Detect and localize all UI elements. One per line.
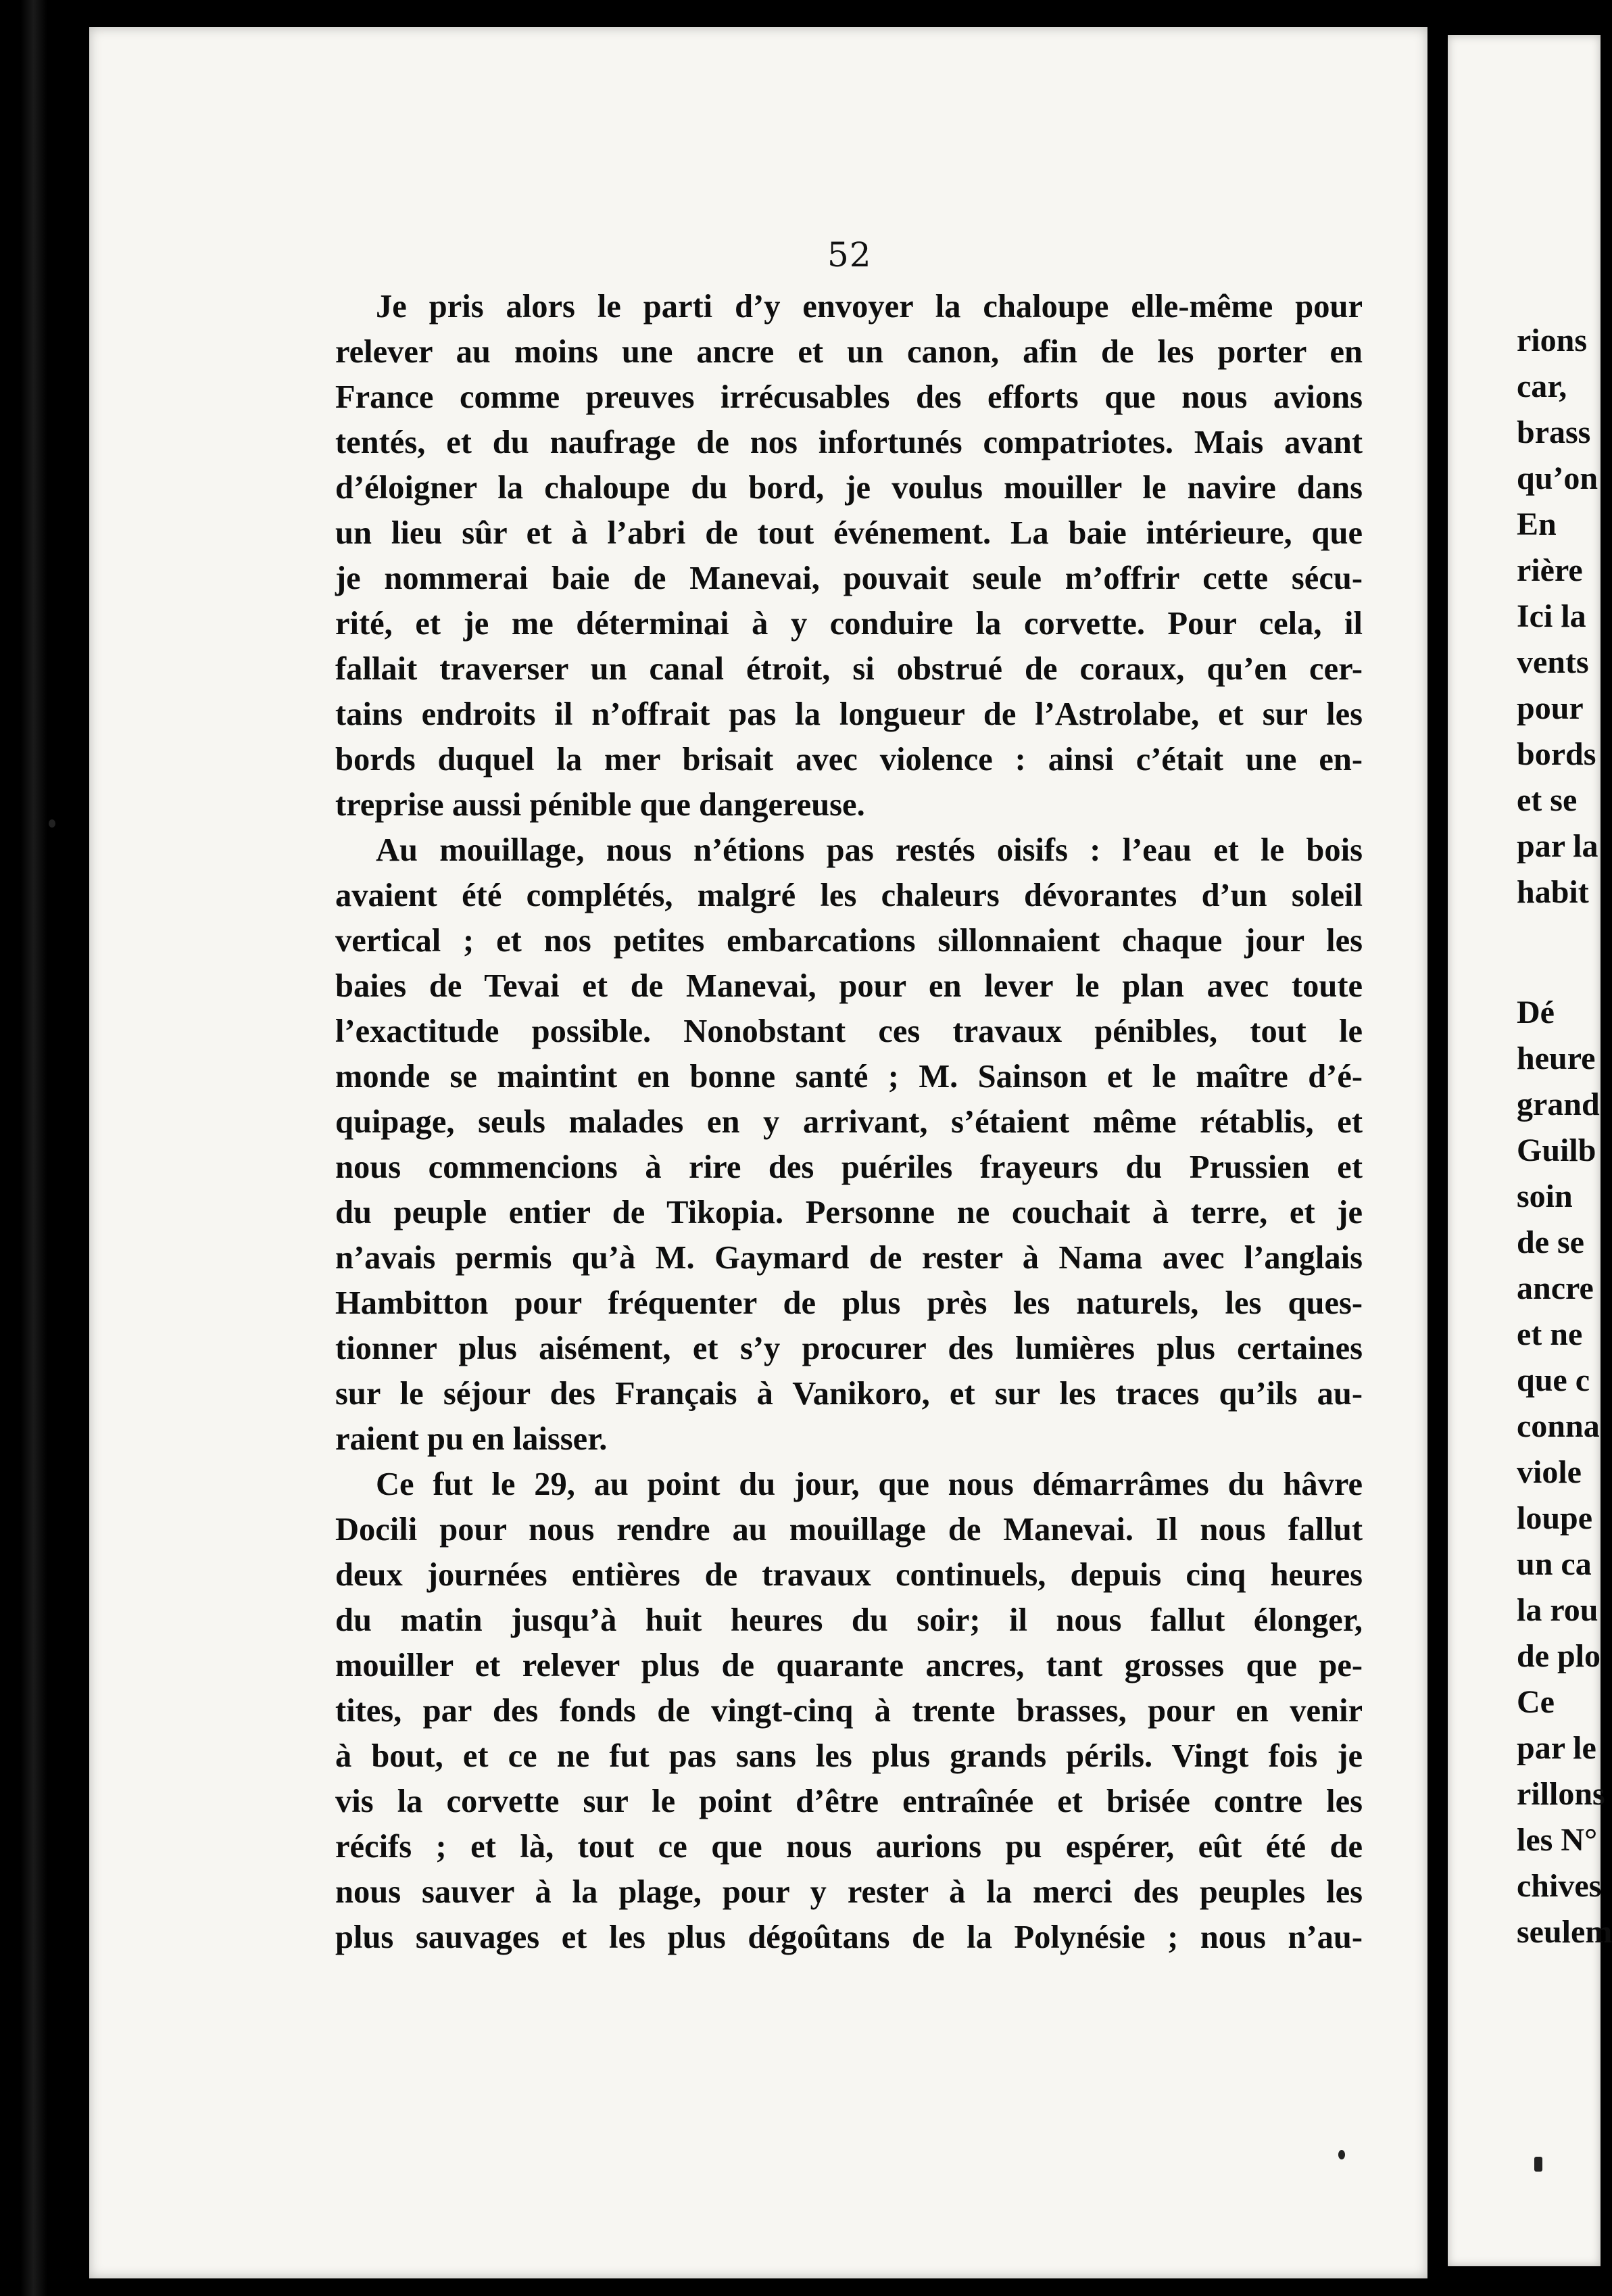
text-line: tites, par des fonds de vingt-cinq à trente brasses, pour en venir <box>335 1693 1363 1729</box>
fragment-line: par la <box>1517 828 1598 864</box>
right-page-text-fragments <box>1517 318 1612 1955</box>
fragment-line: de plo <box>1517 1638 1601 1674</box>
text-line: n’avais permis qu’à M. Gaymard de rester à Nama avec l’anglais <box>335 1240 1363 1276</box>
text-line: nous sauver à la plage, pour y rester à la merci des peuples les <box>335 1874 1363 1910</box>
text-line: du matin jusqu’à huit heures du soir; il nous fallut élonger, <box>335 1602 1363 1638</box>
fragment-line: ancre <box>1517 1270 1594 1306</box>
fragment-line: seulem <box>1517 1914 1612 1950</box>
fragment-line: brass <box>1517 414 1591 450</box>
text-line: rité, et je me déterminai à y conduire la corvette. Pour cela, il <box>335 606 1363 642</box>
fragment-line: qu’on <box>1517 460 1598 496</box>
fragment-gap <box>1517 915 1612 990</box>
fragment-line: En <box>1517 506 1557 542</box>
text-line: d’éloigner la chaloupe du bord, je voulus mouiller le navire dans <box>335 470 1363 506</box>
text-line: mouiller et relever plus de quarante ancres, tant grosses que pe- <box>335 1648 1363 1683</box>
fragment-line: heure <box>1517 1041 1596 1076</box>
fragment-line: grand <box>1517 1086 1600 1122</box>
text-line: France comme preuves irrécusables des efforts que nous avions <box>335 379 1363 415</box>
print-speck <box>1534 2157 1542 2172</box>
text-line: Ce fut le 29, au point du jour, que nous démarrâmes du hâvre <box>376 1466 1363 1502</box>
text-line: du peuple entier de Tikopia. Personne ne couchait à terre, et je <box>335 1195 1363 1230</box>
text-line: Au mouillage, nous n’étions pas restés oisifs : l’eau et le bois <box>376 832 1363 868</box>
text-line: monde se maintint en bonne santé ; M. Sainson et le maître d’é- <box>335 1059 1363 1095</box>
text-line: vis la corvette sur le point d’être entraînée et brisée contre les <box>335 1784 1363 1819</box>
fragment-line: loupe <box>1517 1500 1593 1536</box>
text-line: Je pris alors le parti d’y envoyer la chaloupe elle-même pour <box>376 289 1363 325</box>
fragment-line: conna <box>1517 1408 1600 1444</box>
text-line: récifs ; et là, tout ce que nous aurions pu espérer, eût été de <box>335 1829 1363 1865</box>
body-text <box>335 284 1363 1960</box>
fragment-line: soin <box>1517 1178 1573 1214</box>
fragment-line: rillons <box>1517 1776 1605 1812</box>
fragment-line: Ce <box>1517 1684 1555 1720</box>
text-line: relever au moins une ancre et un canon, afin de les porter en <box>335 334 1363 370</box>
fragment-line: chives <box>1517 1868 1602 1904</box>
left-binding-edge <box>20 0 47 2296</box>
fragment-line: habit <box>1517 874 1589 910</box>
fragment-line: rions <box>1517 322 1588 358</box>
text-line: plus sauvages et les plus dégoûtans de la Polynésie ; nous n’au- <box>335 1919 1363 1955</box>
text-line: un lieu sûr et à l’abri de tout événement. La baie intérieure, que <box>335 515 1363 551</box>
fragment-line: un ca <box>1517 1546 1592 1582</box>
fragment-line: la rou <box>1517 1592 1598 1628</box>
text-line: treprise aussi pénible que dangereuse. <box>335 787 865 823</box>
text-line: deux journées entières de travaux continuels, depuis cinq heures <box>335 1557 1363 1593</box>
text-line: vertical ; et nos petites embarcations sillonnaient chaque jour les <box>335 923 1363 959</box>
fragment-line: et se <box>1517 782 1578 818</box>
fragment-line: bords <box>1517 736 1596 772</box>
fragment-line: pour <box>1517 690 1584 726</box>
text-line: à bout, et ce ne fut pas sans les plus grands périls. Vingt fois je <box>335 1738 1363 1774</box>
text-line: sur le séjour des Français à Vanikoro, et sur les traces qu’ils au- <box>335 1376 1363 1412</box>
fragment-line: viole <box>1517 1454 1582 1490</box>
fragment-line: les N° <box>1517 1822 1598 1858</box>
text-line: tionner plus aisément, et s’y procurer des lumières plus certaines <box>335 1331 1363 1366</box>
fragment-line: Ici la <box>1517 598 1586 634</box>
text-line: l’exactitude possible. Nonobstant ces travaux pénibles, tout le <box>335 1013 1363 1049</box>
fragment-line: Dé <box>1517 995 1555 1030</box>
fragment-line: par le <box>1517 1730 1596 1766</box>
print-speck <box>49 819 55 828</box>
fragment-line: Guilb <box>1517 1132 1596 1168</box>
text-line: tains endroits il n’offrait pas la longueur de l’Astrolabe, et sur les <box>335 696 1363 732</box>
print-speck <box>1338 2150 1345 2159</box>
text-line: bords duquel la mer brisait avec violence : ainsi c’était une en- <box>335 742 1363 778</box>
fragment-line: rière <box>1517 552 1583 588</box>
fragment-line: vents <box>1517 644 1589 680</box>
fragment-line: que c <box>1517 1362 1590 1398</box>
text-line: baies de Tevai et de Manevai, pour en lever le plan avec toute <box>335 968 1363 1004</box>
text-line: nous commencions à rire des puériles frayeurs du Prussien et <box>335 1149 1363 1185</box>
fragment-line: car, <box>1517 368 1567 404</box>
text-line: raient pu en laisser. <box>335 1421 608 1457</box>
text-line: fallait traverser un canal étroit, si obstrué de coraux, qu’en cer- <box>335 651 1363 687</box>
fragment-line: de se <box>1517 1224 1584 1260</box>
text-line: avaient été complétés, malgré les chaleurs dévorantes d’un soleil <box>335 878 1363 913</box>
text-line: Hambitton pour fréquenter de plus près les naturels, les ques- <box>335 1285 1363 1321</box>
text-line: je nommerai baie de Manevai, pouvait seule m’offrir cette sécu- <box>335 560 1363 596</box>
page-number: 52 <box>827 235 872 274</box>
text-line: quipage, seuls malades en y arrivant, s’étaient même rétablis, et <box>335 1104 1363 1140</box>
text-line: tentés, et du naufrage de nos infortunés compatriotes. Mais avant <box>335 425 1363 460</box>
text-line: Docili pour nous rendre au mouillage de Manevai. Il nous fallut <box>335 1512 1363 1548</box>
fragment-line: et ne <box>1517 1316 1583 1352</box>
